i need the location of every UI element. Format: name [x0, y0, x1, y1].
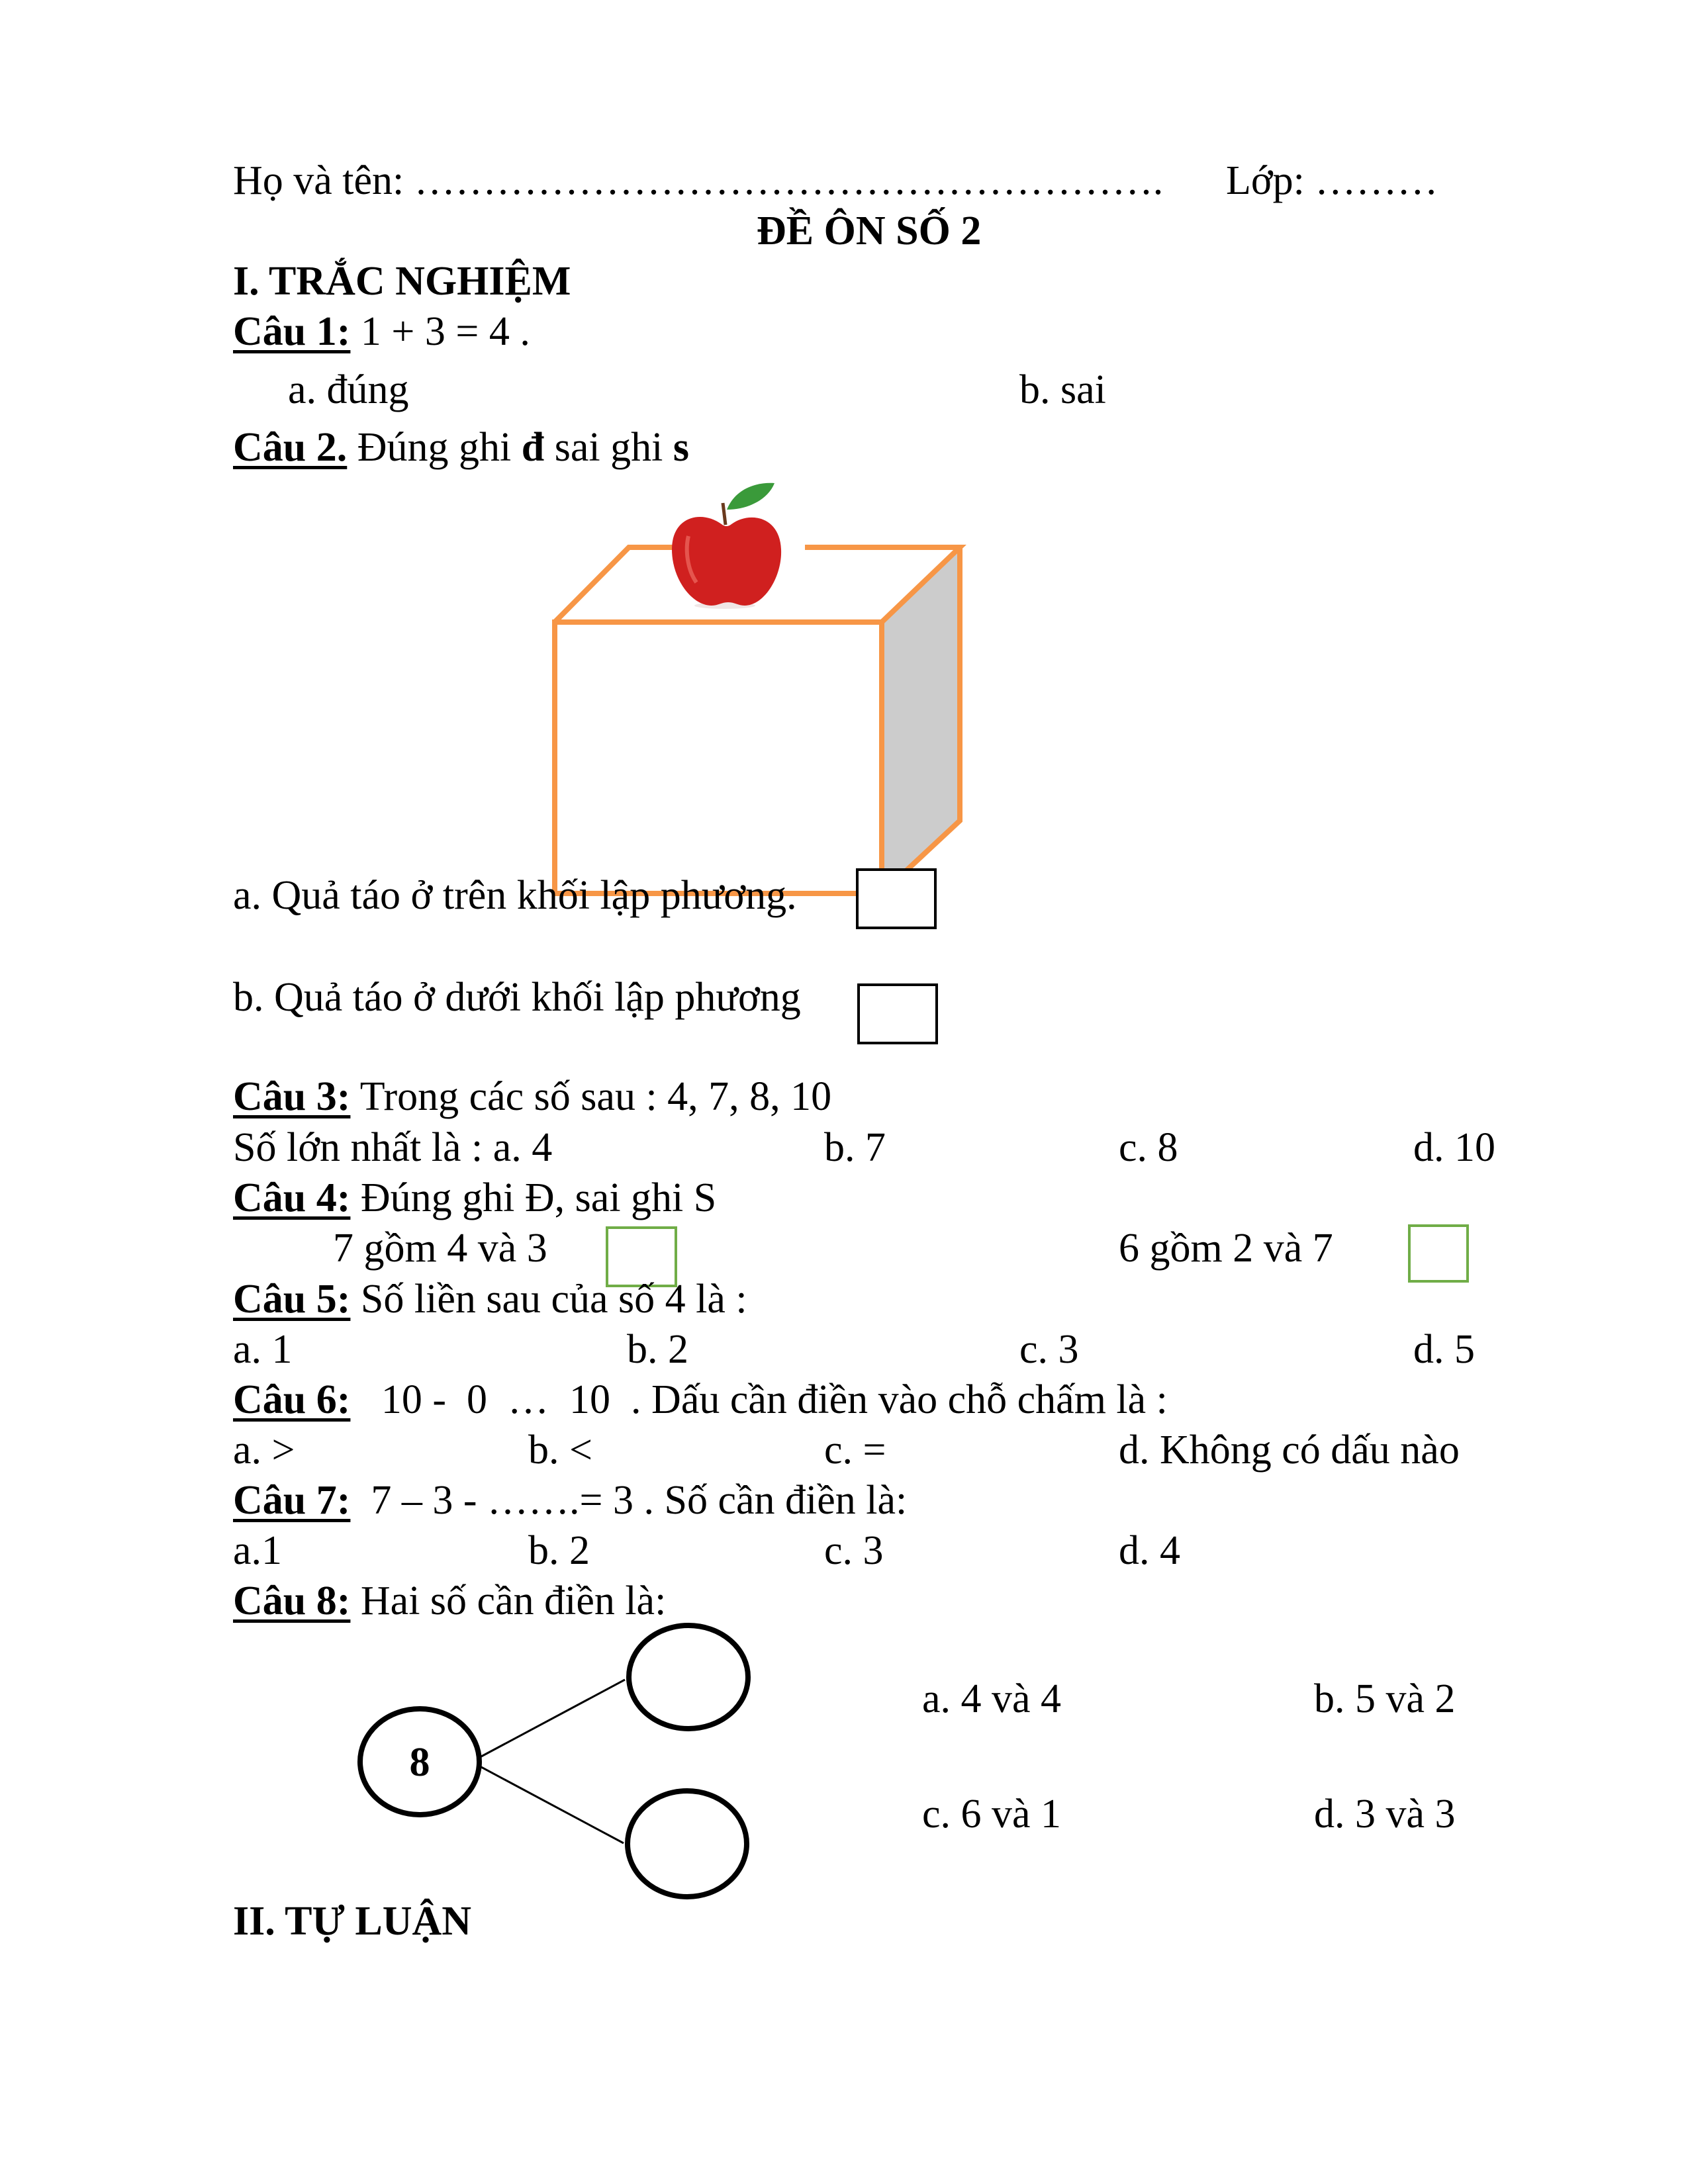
q6-option-b[interactable]: b. <	[528, 1428, 592, 1473]
question-label: Câu 6:	[233, 1377, 351, 1422]
q6-option-a[interactable]: a. >	[233, 1428, 295, 1473]
q5-option-a[interactable]: a. 1	[233, 1327, 293, 1372]
question-label: Câu 1:	[233, 309, 351, 354]
cube-figure	[543, 463, 980, 874]
q3-prompt-option-a[interactable]: Số lớn nhất là : a. 4	[233, 1125, 553, 1170]
bond-root-value: 8	[409, 1740, 430, 1785]
question-text: 1 + 3 = 4 .	[350, 309, 530, 354]
q5-option-b[interactable]: b. 2	[627, 1327, 688, 1372]
q8-option-b[interactable]: b. 5 và 2	[1314, 1676, 1456, 1721]
q4-answer-box-2[interactable]	[1408, 1224, 1469, 1283]
q5-option-c[interactable]: c. 3	[1019, 1327, 1079, 1372]
section-heading-essay: II. TỰ LUẬN	[233, 1899, 472, 1944]
q8-option-d[interactable]: d. 3 và 3	[1314, 1792, 1456, 1837]
bond-line-bottom	[471, 1762, 624, 1843]
bond-line-top	[471, 1680, 625, 1762]
question-text: Đúng ghi Đ, sai ghi S	[350, 1175, 717, 1220]
q3-option-c[interactable]: c. 8	[1119, 1125, 1178, 1170]
question-text: 7 – 3 - …….= 3 . Số cần điền là:	[350, 1478, 908, 1523]
q7-option-a[interactable]: a.1	[233, 1528, 283, 1573]
question-label: Câu 4:	[233, 1175, 351, 1220]
q2-statement-a: a. Quả táo ở trên khối lập phương.	[233, 873, 797, 918]
page-title: ĐỀ ÔN SỐ 2	[757, 208, 982, 253]
question-3	[233, 1076, 831, 1117]
q8-option-a[interactable]: a. 4 và 4	[922, 1676, 1062, 1721]
question-1	[233, 311, 530, 352]
question-5	[233, 1279, 747, 1320]
question-7	[233, 1480, 907, 1521]
question-label: Câu 3:	[233, 1074, 351, 1119]
q4-statement-2: 6 gồm 2 và 7	[1119, 1226, 1333, 1271]
q6-option-c[interactable]: c. =	[824, 1428, 886, 1473]
cube-side-face	[882, 547, 960, 893]
q8-option-c[interactable]: c. 6 và 1	[922, 1792, 1062, 1837]
q7-option-d[interactable]: d. 4	[1119, 1528, 1180, 1573]
q1-option-b[interactable]: b. sai	[1019, 367, 1106, 412]
question-label: Câu 8:	[233, 1578, 351, 1623]
q2-answer-box-a[interactable]	[856, 868, 937, 929]
q3-option-d[interactable]: d. 10	[1413, 1125, 1495, 1170]
q7-option-c[interactable]: c. 3	[824, 1528, 884, 1573]
cube-front-face	[555, 622, 882, 893]
bond-child-circle-bottom	[628, 1791, 747, 1897]
question-8	[233, 1580, 666, 1621]
q3-option-b[interactable]: b. 7	[824, 1125, 886, 1170]
question-6	[233, 1379, 1168, 1420]
q1-option-a[interactable]: a. đúng	[288, 367, 409, 412]
q2-answer-box-b[interactable]	[857, 983, 938, 1044]
q6-option-d[interactable]: d. Không có dấu nào	[1119, 1428, 1460, 1473]
q2-statement-b: b. Quả táo ở dưới khối lập phương	[233, 975, 801, 1020]
apple-icon	[672, 483, 781, 609]
name-field-label: Họ và tên: ……………………………………………….	[233, 158, 1164, 203]
question-label: Câu 2.	[233, 425, 348, 470]
question-text: Số liền sau của số 4 là :	[350, 1277, 747, 1322]
bond-child-circle-top	[629, 1625, 748, 1729]
question-text: 10 - 0 … 10 . Dấu cần điền vào chỗ chấm là :	[350, 1377, 1168, 1422]
class-field-label: Lớp: ………	[1226, 158, 1438, 203]
question-2: Câu 2. Đúng ghi đ sai ghi s	[233, 425, 689, 470]
q5-option-d[interactable]: d. 5	[1413, 1327, 1475, 1372]
question-text: Hai số cần điền là:	[350, 1578, 667, 1623]
q7-option-b[interactable]: b. 2	[528, 1528, 590, 1573]
section-heading-multiple-choice: I. TRẮC NGHIỆM	[233, 259, 571, 304]
question-label: Câu 7:	[233, 1478, 351, 1523]
question-4	[233, 1177, 716, 1218]
q4-statement-1: 7 gồm 4 và 3	[333, 1226, 547, 1271]
question-label: Câu 5:	[233, 1277, 351, 1322]
question-text: Trong các số sau : 4, 7, 8, 10	[350, 1074, 832, 1119]
